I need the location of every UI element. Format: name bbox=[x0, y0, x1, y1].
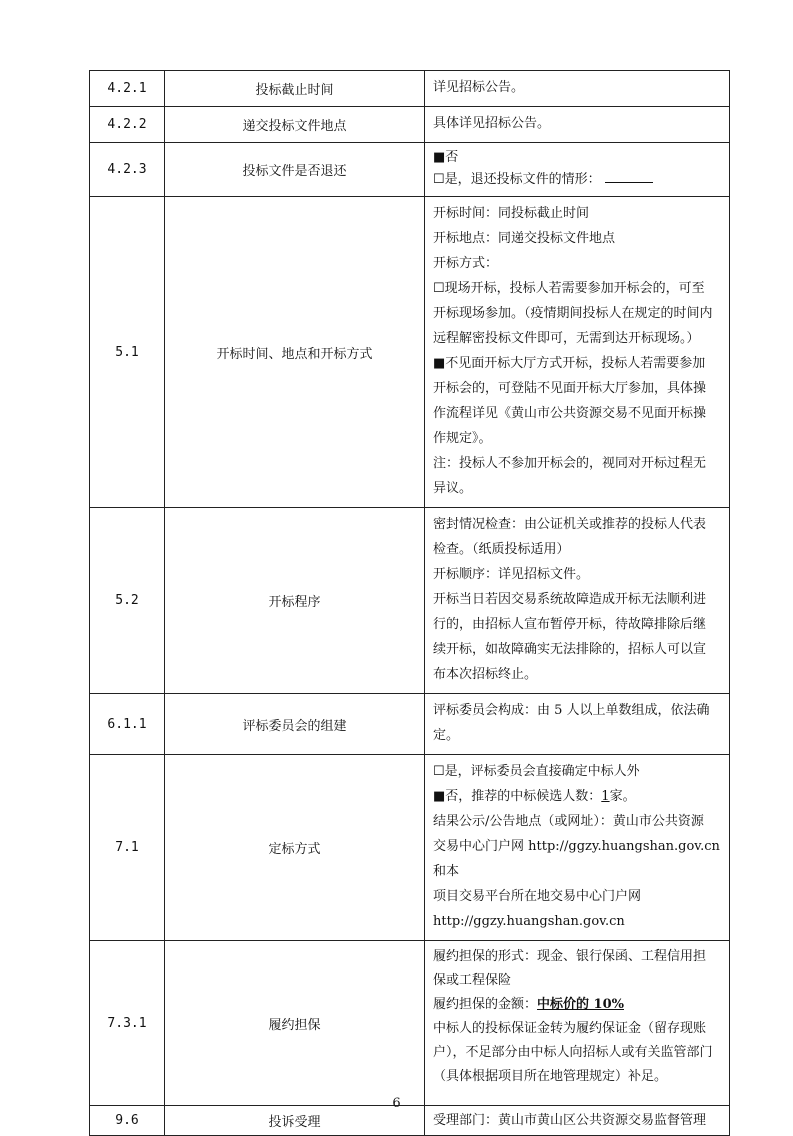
clause-content bbox=[425, 508, 730, 694]
content-line: 续开标，如故障确实无法排除的，招标人可以宣 bbox=[433, 642, 707, 657]
table-row bbox=[90, 197, 730, 508]
table-row bbox=[90, 143, 730, 197]
clause-number: 4.2.1 bbox=[90, 71, 165, 107]
content-line: 定。 bbox=[433, 728, 460, 743]
content-line: ■否 bbox=[433, 150, 459, 165]
clause-item: 开标程序 bbox=[165, 508, 425, 694]
clause-number: 7.1 bbox=[90, 755, 165, 941]
clause-number: 4.2.3 bbox=[90, 143, 165, 197]
content-line: 检查。（纸质投标适用） bbox=[433, 542, 570, 557]
clause-number: 9.6 bbox=[90, 1106, 165, 1136]
table-row bbox=[90, 755, 730, 941]
fill-in-blank bbox=[605, 168, 653, 183]
clause-item: 评标委员会的组建 bbox=[165, 694, 425, 755]
candidate-count: 1 bbox=[601, 789, 610, 804]
clause-content bbox=[425, 143, 730, 197]
page-number: 6 bbox=[392, 1096, 401, 1111]
clause-item: 投诉受理 bbox=[165, 1106, 425, 1136]
bid-data-table bbox=[89, 70, 730, 1136]
content-line: 开标会的，可登陆不见面开标大厅参加，具体操 bbox=[433, 381, 707, 396]
table-row bbox=[90, 107, 730, 143]
content-text: ☐是，退还投标文件的情形： bbox=[433, 172, 601, 187]
clause-content bbox=[425, 755, 730, 941]
content-line: 布本次招标终止。 bbox=[433, 667, 538, 682]
content-text: ■否，推荐的中标候选人数： bbox=[433, 789, 602, 804]
table-row bbox=[90, 71, 730, 107]
table-row bbox=[90, 941, 730, 1106]
guarantee-amount: 中标价的 10% bbox=[537, 997, 624, 1012]
content-line bbox=[433, 168, 723, 190]
content-line bbox=[433, 784, 723, 809]
content-line: 作规定》。 bbox=[433, 431, 492, 446]
content-line: 履约担保的形式：现金、银行保函、工程信用担 bbox=[433, 949, 707, 964]
clause-item: 投标截止时间 bbox=[165, 71, 425, 107]
content-line: 开标方式： bbox=[433, 256, 499, 271]
content-text: 履约担保的金额： bbox=[433, 997, 538, 1012]
content-line: 密封情况检查：由公证机关或推荐的投标人代表 bbox=[433, 517, 707, 532]
candidate-unit: 家。 bbox=[609, 789, 636, 804]
content-line: 开标顺序：详见招标文件。 bbox=[433, 567, 590, 582]
clause-number: 5.1 bbox=[90, 197, 165, 508]
content-line: 详见招标公告。 bbox=[433, 80, 525, 95]
content-line: 开标当日若因交易系统故障造成开标无法顺利进 bbox=[433, 592, 707, 607]
content-line: 异议。 bbox=[433, 481, 473, 496]
content-line: 注：投标人不参加开标会的，视同对开标过程无 bbox=[433, 456, 707, 471]
content-line: 行的，由招标人宣布暂停开标，待故障排除后继 bbox=[433, 617, 707, 632]
content-line: 远程解密投标文件即可，无需到达开标现场。） bbox=[433, 331, 700, 346]
clause-item: 投标文件是否退还 bbox=[165, 143, 425, 197]
clause-content bbox=[425, 941, 730, 1106]
content-line: 具体详见招标公告。 bbox=[433, 116, 551, 131]
content-line: 结果公示/公告地点（或网址）：黄山市公共资源 bbox=[433, 814, 704, 829]
clause-item: 履约担保 bbox=[165, 941, 425, 1106]
clause-number: 5.2 bbox=[90, 508, 165, 694]
clause-item: 开标时间、地点和开标方式 bbox=[165, 197, 425, 508]
content-line: 开标地点：同递交投标文件地点 bbox=[433, 231, 616, 246]
clause-number: 7.3.1 bbox=[90, 941, 165, 1106]
content-line: 评标委员会构成：由 5 人以上单数组成，依法确 bbox=[433, 703, 710, 718]
content-line: ☐现场开标，投标人若需要参加开标会的，可至 bbox=[433, 281, 705, 296]
clause-number: 6.1.1 bbox=[90, 694, 165, 755]
content-line: 开标时间：同投标截止时间 bbox=[433, 206, 590, 221]
content-line bbox=[433, 993, 723, 1017]
table-row bbox=[90, 508, 730, 694]
content-line: 项目交易平台所在地交易中心门户网 bbox=[433, 889, 642, 904]
content-line: 开标现场参加。（疫情期间投标人在规定的时间内 bbox=[433, 306, 713, 321]
content-line: ☐是，评标委员会直接确定中标人外 bbox=[433, 764, 640, 779]
clause-item: 递交投标文件地点 bbox=[165, 107, 425, 143]
content-line: 户），不足部分由中标人向招标人或有关监管部门 bbox=[433, 1045, 713, 1060]
clause-item: 定标方式 bbox=[165, 755, 425, 941]
content-line: 受理部门：黄山市黄山区公共资源交易监督管理 bbox=[433, 1113, 707, 1128]
content-line: 保或工程保险 bbox=[433, 973, 512, 988]
content-line: ■不见面开标大厅方式开标，投标人若需要参加 bbox=[433, 356, 706, 371]
clause-content bbox=[425, 694, 730, 755]
clause-content bbox=[425, 197, 730, 508]
clause-number: 4.2.2 bbox=[90, 107, 165, 143]
content-line: 作流程详见《黄山市公共资源交易不见面开标操 bbox=[433, 406, 707, 421]
table-row bbox=[90, 694, 730, 755]
content-line: 中标人的投标保证金转为履约保证金（留存现账 bbox=[433, 1021, 707, 1036]
content-line: （具体根据项目所在地管理规定）补足。 bbox=[433, 1069, 668, 1084]
content-line: 交易中心门户网 http://ggzy.huangshan.gov.cn 和本 bbox=[433, 839, 720, 879]
content-line: http://ggzy.huangshan.gov.cn bbox=[433, 914, 625, 929]
clause-content bbox=[425, 107, 730, 143]
clause-content bbox=[425, 71, 730, 107]
